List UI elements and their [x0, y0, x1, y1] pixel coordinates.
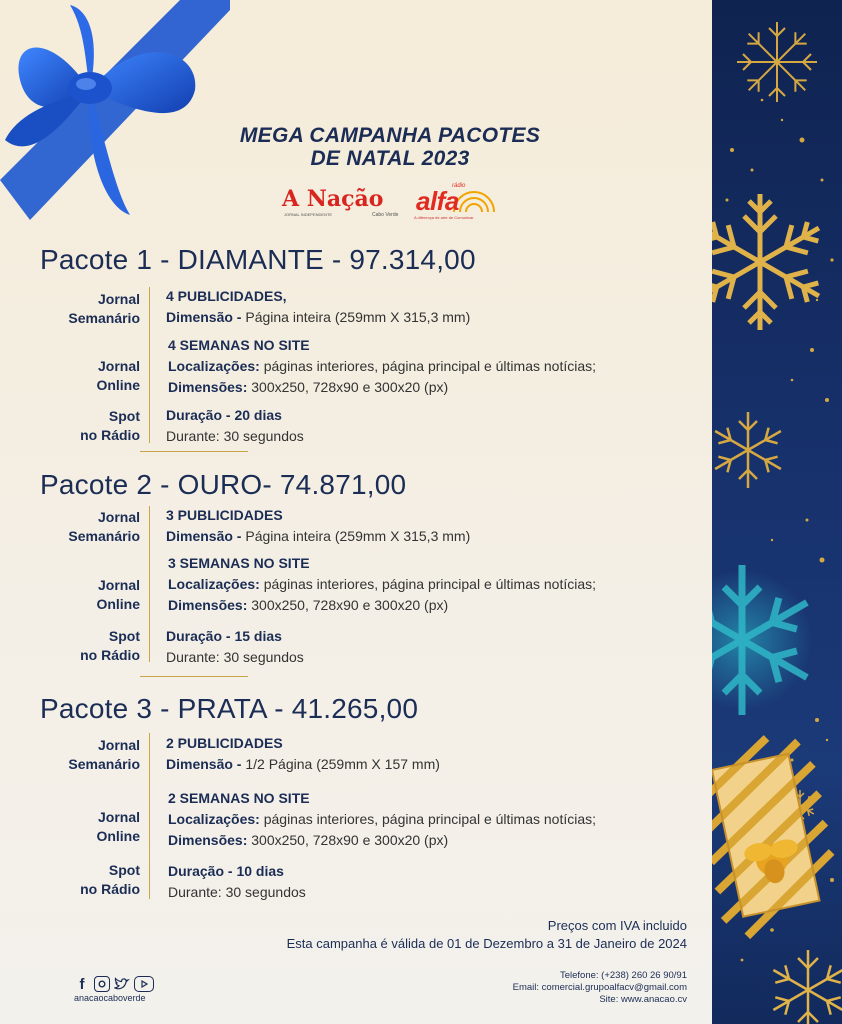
iva-note: Preços com IVA incluido	[547, 918, 687, 933]
package-3-online	[168, 788, 596, 851]
label-spot-radio	[0, 861, 140, 899]
radio-duration: Duração - 10 dias	[168, 863, 284, 879]
campaign-title	[170, 124, 610, 170]
label-spot: Spot	[108, 628, 140, 644]
package-1-title: Pacote 1 - DIAMANTE - 97.314,00	[40, 244, 476, 275]
package-1-print	[166, 286, 470, 328]
package-2-radio	[166, 626, 304, 668]
anacao-logo-cv: Cabo Verde	[372, 212, 399, 218]
alfa-logo-radio: rádio	[452, 183, 466, 189]
twitter-icon[interactable]	[114, 976, 130, 992]
large-snowflake-icon	[712, 194, 827, 330]
locations-label: Localizações:	[168, 358, 260, 374]
print-dim-label: Dimensão -	[166, 528, 246, 544]
locations-label: Localizações:	[168, 576, 260, 592]
validity-note: Esta campanha é válida de 01 de Dezembro a 31 de Janeiro de 2024	[286, 936, 687, 951]
dimensions: 300x250, 728x90 e 300x20 (px)	[247, 379, 449, 395]
label-jornal-online	[0, 808, 140, 846]
label-jornal-online	[0, 576, 140, 614]
divider-vertical	[149, 506, 150, 662]
radio-duration: Duração - 15 dias	[166, 628, 282, 644]
gift-box-icon	[712, 730, 842, 941]
locations: páginas interiores, página principal e últimas notícias;	[259, 576, 597, 592]
locations: páginas interiores, página principal e últimas notícias;	[259, 811, 597, 827]
label-spot: Spot	[108, 408, 140, 424]
label-jornal-semanario	[0, 736, 140, 774]
label-semanario: Semanário	[68, 756, 140, 772]
snowflake-icon	[768, 950, 842, 1024]
print-count: 3 PUBLICIDADES	[166, 507, 283, 523]
label-jornal-online	[0, 357, 140, 395]
radio-duration: Duração - 20 dias	[166, 407, 282, 423]
social-block	[74, 976, 154, 1003]
label-jornal-semanario	[0, 508, 140, 546]
label-spot: Spot	[108, 862, 140, 878]
contact-site[interactable]: Site: www.anacao.cv	[599, 994, 687, 1005]
print-count: 2 PUBLICIDADES	[166, 735, 283, 751]
contact-phone: Telefone: (+238) 260 26 90/91	[559, 970, 687, 981]
package-2-title: Pacote 2 - OURO- 74.871,00	[40, 469, 407, 500]
label-online: Online	[96, 377, 140, 393]
radio-length: Durante: 30 segundos	[166, 428, 304, 444]
label-spot-radio	[0, 627, 140, 665]
site-weeks: 2 SEMANAS NO SITE	[168, 790, 310, 806]
social-handle[interactable]: anacaocaboverde	[74, 993, 146, 1003]
divider-vertical	[149, 287, 150, 443]
print-count: 4 PUBLICIDADES,	[166, 288, 287, 304]
label-jornal: Jornal	[97, 291, 140, 307]
dimensions: 300x250, 728x90 e 300x20 (px)	[247, 597, 449, 613]
title-line-2: DE NATAL 2023	[310, 147, 470, 170]
locations-label: Localizações:	[168, 811, 260, 827]
label-jornal: Jornal	[97, 809, 140, 825]
label-jornal: Jornal	[97, 358, 140, 374]
dimensions: 300x250, 728x90 e 300x20 (px)	[247, 832, 449, 848]
label-no-radio: no Rádio	[80, 427, 140, 443]
label-spot-radio	[0, 407, 140, 445]
anacao-logo: A Nação	[282, 186, 384, 212]
instagram-icon[interactable]	[94, 976, 110, 992]
label-online: Online	[96, 828, 140, 844]
alfa-logo-sub: A diferença de arte de Comunicar	[414, 215, 474, 220]
snowflake-icon	[737, 22, 817, 102]
dimensions-label: Dimensões:	[168, 597, 248, 613]
package-1-online	[168, 335, 596, 398]
package-3-radio	[168, 861, 306, 903]
snowflakes-decoration	[712, 0, 842, 1024]
ribbon-bow-icon	[0, 0, 230, 230]
site-weeks: 4 SEMANAS NO SITE	[168, 337, 310, 353]
youtube-icon[interactable]	[134, 976, 154, 992]
facebook-icon[interactable]: f	[79, 975, 85, 993]
label-jornal-semanario	[0, 290, 140, 328]
radio-length: Durante: 30 segundos	[166, 649, 304, 665]
package-3-print	[166, 733, 440, 775]
label-online: Online	[96, 596, 140, 612]
contact-email[interactable]: Email: comercial.grupoalfacv@gmail.com	[512, 982, 687, 993]
label-semanario: Semanário	[68, 528, 140, 544]
christmas-sidebar	[712, 0, 842, 1024]
divider-horizontal	[140, 676, 248, 677]
snowflake-icon	[712, 412, 785, 488]
package-3-title: Pacote 3 - PRATA - 41.265,00	[40, 693, 419, 724]
print-dim: Página inteira (259mm X 315,3 mm)	[245, 309, 471, 325]
partner-logos	[280, 183, 510, 226]
print-dim: Página inteira (259mm X 315,3 mm)	[245, 528, 471, 544]
alfa-logo: alfa	[416, 186, 459, 216]
package-2-online	[168, 553, 596, 616]
divider-horizontal	[140, 451, 248, 452]
label-semanario: Semanário	[68, 310, 140, 326]
title-line-1: MEGA CAMPANHA PACOTES	[239, 124, 541, 147]
divider-vertical	[149, 733, 150, 899]
print-dim-label: Dimensão -	[166, 309, 246, 325]
package-2-print	[166, 505, 470, 547]
print-dim-label: Dimensão -	[166, 756, 246, 772]
locations: páginas interiores, página principal e últimas notícias;	[259, 358, 597, 374]
package-1-radio	[166, 405, 304, 447]
label-no-radio: no Rádio	[80, 647, 140, 663]
contact-block	[513, 970, 687, 1006]
radio-length: Durante: 30 segundos	[168, 884, 306, 900]
label-jornal: Jornal	[97, 577, 140, 593]
dimensions-label: Dimensões:	[168, 832, 248, 848]
dimensions-label: Dimensões:	[168, 379, 248, 395]
site-weeks: 3 SEMANAS NO SITE	[168, 555, 310, 571]
label-jornal: Jornal	[97, 509, 140, 525]
anacao-logo-sub: JORNAL INDEPENDENTE	[284, 212, 333, 217]
label-jornal: Jornal	[97, 737, 140, 753]
label-no-radio: no Rádio	[80, 881, 140, 897]
print-dim: 1/2 Página (259mm X 157 mm)	[245, 756, 440, 772]
